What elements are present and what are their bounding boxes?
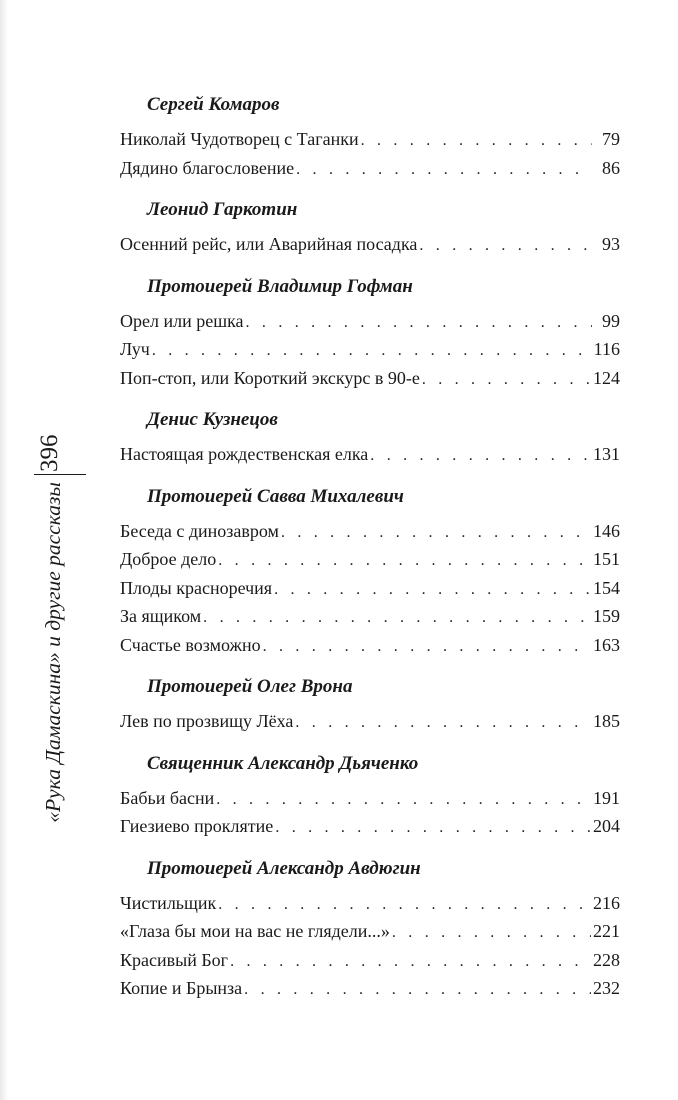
entry-page-number: 151: [593, 549, 620, 569]
dot-leader: [295, 710, 591, 737]
section-author: Протоиерей Савва Михалевич: [147, 485, 404, 507]
entry-title: «Глаза бы мои на вас не глядели...»: [120, 921, 390, 941]
entry-page-number: 159: [593, 606, 620, 626]
toc-entry: [120, 126, 620, 155]
toc-entry: [120, 947, 620, 976]
toc-entry: [120, 603, 620, 632]
entry-title: Луч: [120, 339, 150, 359]
section-author: Священник Александр Дьяченко: [147, 752, 419, 774]
toc-entry: [120, 890, 620, 919]
section-author: Протоиерей Александр Авдюгин: [147, 857, 421, 879]
toc-section: [120, 484, 620, 661]
page-number: 396: [36, 434, 63, 472]
dot-leader: [370, 443, 591, 470]
toc-section: [120, 274, 620, 394]
toc-entry: [120, 518, 620, 547]
running-head-book-title: «Рука Дамаскина» и другие рассказы: [41, 482, 65, 823]
dot-leader: [246, 310, 592, 337]
dot-leader: [203, 605, 591, 632]
dot-leader: [275, 815, 591, 842]
toc-entry: [120, 231, 620, 260]
entry-page-number: 79: [602, 129, 620, 149]
toc-entry: [120, 785, 620, 814]
entry-title: Поп-стоп, или Короткий экскурс в 90-е: [120, 367, 420, 388]
entry-page-number: 232: [593, 978, 620, 998]
section-author: Протоиерей Владимир Гофман: [147, 275, 413, 297]
table-of-contents: [120, 92, 620, 1018]
running-head-divider: [34, 474, 86, 475]
entry-page-number: 93: [602, 234, 620, 254]
entry-title: Настоящая рождественская елка: [120, 444, 369, 464]
entry-title: Николай Чудотворец с Таганки: [120, 129, 359, 149]
entry-title: Осенний рейс, или Аварийная посадка: [120, 234, 418, 254]
toc-entry: [120, 575, 620, 604]
toc-entry: [120, 336, 620, 365]
toc-section: [120, 197, 620, 260]
entry-page-number: 124: [593, 367, 620, 388]
toc-entry: [120, 632, 620, 661]
toc-entry: [120, 155, 620, 184]
toc-entry: [120, 813, 620, 842]
entry-page-number: 191: [593, 787, 620, 808]
section-author: Протоиерей Олег Врона: [147, 676, 353, 697]
dot-leader: [296, 157, 592, 184]
entry-page-number: 185: [593, 711, 620, 731]
entry-title: Лев по прозвищу Лёха: [120, 711, 294, 731]
entry-title: Беседа с динозавром: [120, 520, 279, 541]
entry-title: Счастье возможно: [120, 634, 261, 655]
section-author: Леонид Гаркотин: [147, 199, 298, 220]
entry-title: Бабьи басни: [120, 787, 215, 808]
toc-entry: [120, 546, 620, 575]
dot-leader: [218, 548, 591, 575]
running-head: [34, 420, 88, 823]
entry-page-number: 131: [593, 444, 620, 464]
entry-page-number: 146: [593, 520, 620, 541]
entry-page-number: 116: [593, 339, 620, 359]
dot-leader: [422, 367, 591, 394]
toc-entry: [120, 308, 620, 337]
dot-leader: [152, 338, 592, 365]
entry-page-number: 216: [593, 892, 620, 913]
section-author: Сергей Комаров: [147, 94, 280, 115]
toc-section: [120, 751, 620, 842]
toc-entry: [120, 918, 620, 947]
section-author: Денис Кузнецов: [147, 409, 278, 430]
entry-title: Гиезиево проклятие: [120, 816, 274, 836]
entry-page-number: 154: [593, 577, 620, 598]
dot-leader: [218, 892, 591, 919]
toc-entry: [120, 975, 620, 1004]
dot-leader: [281, 520, 591, 547]
dot-leader: [263, 634, 591, 661]
entry-page-number: 228: [593, 949, 620, 970]
toc-section: [120, 674, 620, 737]
running-head-rotated: [34, 420, 88, 823]
dot-leader: [230, 949, 591, 976]
entry-title: Дядино благословение: [120, 157, 295, 178]
entry-title: Плоды красноречия: [120, 577, 273, 598]
entry-title: Доброе дело: [120, 549, 217, 569]
dot-leader: [274, 577, 591, 604]
entry-title: Чистильщик: [120, 892, 217, 913]
dot-leader: [419, 233, 592, 260]
dot-leader: [216, 787, 591, 814]
entry-page-number: 163: [593, 634, 620, 655]
entry-page-number: 204: [593, 816, 620, 836]
toc-entry: [120, 441, 620, 470]
entry-page-number: 221: [593, 921, 620, 941]
dot-leader: [361, 128, 592, 155]
entry-title: Копие и Брынза: [120, 978, 243, 998]
entry-page-number: 99: [602, 310, 620, 331]
entry-title: Орел или решка: [120, 310, 244, 331]
toc-section: [120, 92, 620, 183]
toc-entry: [120, 708, 620, 737]
dot-leader: [244, 977, 591, 1004]
entry-title: За ящиком: [120, 606, 202, 626]
toc-entry: [120, 365, 620, 394]
dot-leader: [392, 920, 591, 947]
scan-edge-shadow: [0, 0, 8, 1100]
toc-section: [120, 856, 620, 1004]
entry-page-number: 86: [602, 157, 620, 178]
toc-section: [120, 407, 620, 470]
entry-title: Красивый Бог: [120, 949, 229, 970]
